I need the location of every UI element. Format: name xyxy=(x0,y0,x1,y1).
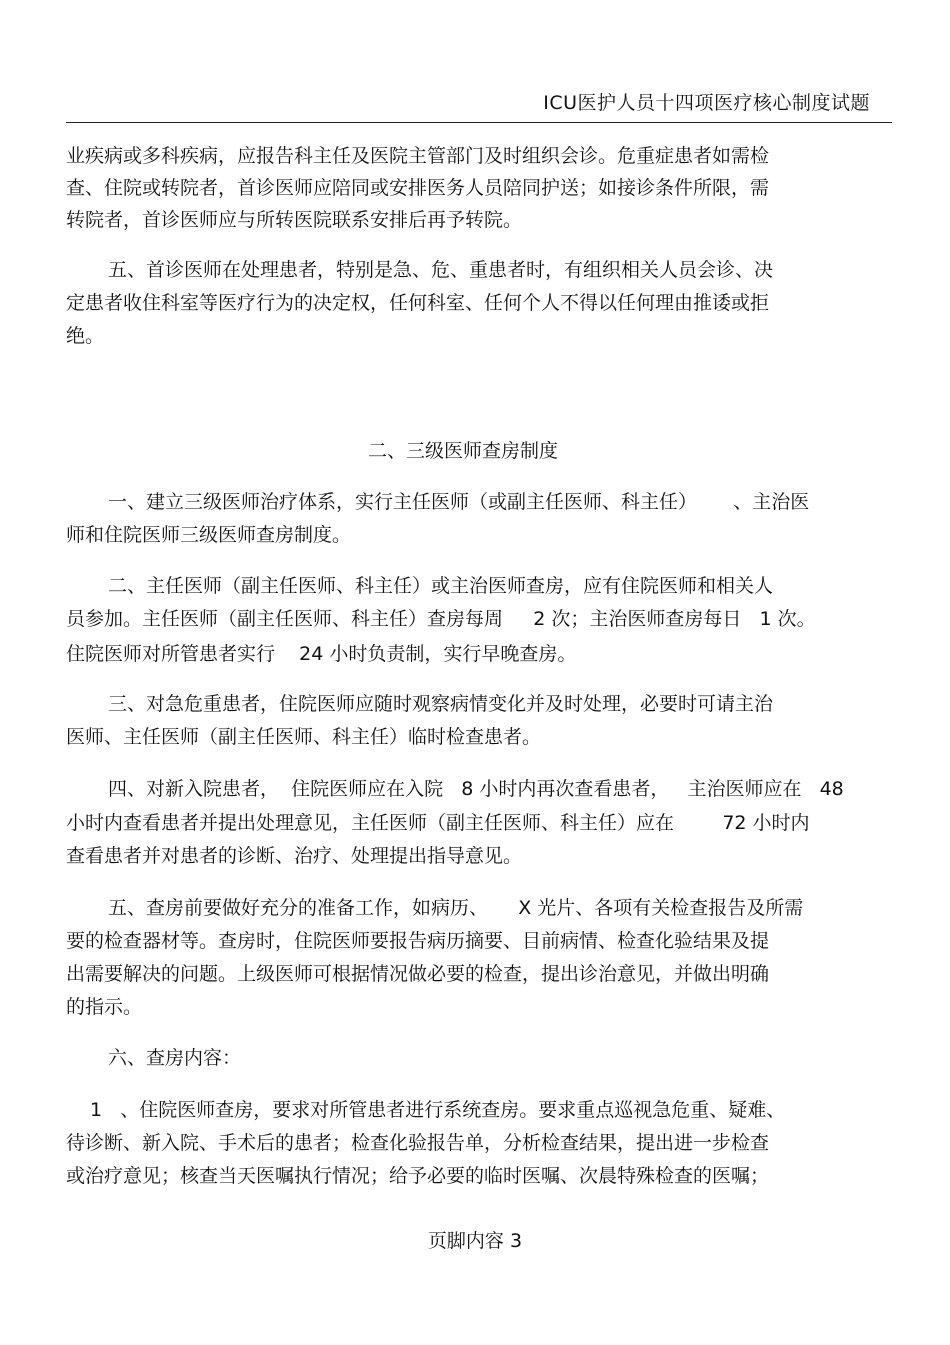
body-line: 三、对急危重患者，住院医师应随时观察病情变化并及时处理，必要时可请主治 xyxy=(108,693,774,715)
body-line: 六、查房内容： xyxy=(108,1047,242,1069)
body-line: 查、住院或转院者，首诊医师应陪同或安排医务人员陪同护送；如接诊条件所限，需 xyxy=(66,177,770,199)
body-line: 五、查房前要做好充分的准备工作，如病历、 X 光片、各项有关检查报告及所需 xyxy=(108,897,804,919)
body-line: 员参加。主任医师（副主任医师、科主任）查房每周 2 次；主治医师查房每日 1 次。 xyxy=(66,608,816,630)
body-line: 住院医师对所管患者实行 24 小时负责制，实行早晚查房。 xyxy=(66,643,577,665)
section-title: 二、三级医师查房制度 xyxy=(368,440,559,462)
body-line: 医师、主任医师（副主任医师、科主任）临时检查患者。 xyxy=(66,726,542,748)
body-line: 绝。 xyxy=(66,325,105,347)
body-line: 小时内查看患者并提出处理意见，主任医师（副主任医师、科主任）应在 72 小时内 xyxy=(66,812,810,834)
body-line: 业疾病或多科疾病，应报告科主任及医院主管部门及时组织会诊。危重症患者如需检 xyxy=(66,145,770,167)
body-line: 1 、住院医师查房，要求对所管患者进行系统查房。要求重点巡视急危重、疑难、 xyxy=(90,1099,786,1121)
body-line: 一、建立三级医师治疗体系，实行主任医师（或副主任医师、科主任） 、主治医 xyxy=(108,491,810,513)
body-line: 的指示。 xyxy=(66,996,143,1018)
body-line: 待诊断、新入院、手术后的患者；检查化验报告单，分析检查结果，提出进一步检查 xyxy=(66,1132,770,1154)
body-line: 转院者，首诊医师应与所转医院联系安排后再予转院。 xyxy=(66,209,523,231)
body-line: 要的检查器材等。查房时，住院医师要报告病历摘要、目前病情、检查化验结果及提 xyxy=(66,930,770,952)
body-line: 定患者收住科室等医疗行为的决定权，任何科室、任何个人不得以任何理由推诿或拒 xyxy=(66,292,770,314)
body-line: 或治疗意见；核查当天医嘱执行情况；给予必要的临时医嘱、次晨特殊检查的医嘱； xyxy=(66,1165,770,1187)
page-footer: 页脚内容 3 xyxy=(427,1230,523,1252)
page-header xyxy=(66,86,892,123)
body-line: 出需要解决的问题。上级医师可根据情况做必要的检查，提出诊治意见，并做出明确 xyxy=(66,963,770,985)
body-line: 二、主任医师（副主任医师、科主任）或主治医师查房，应有住院医师和相关人 xyxy=(108,575,774,597)
header-title: ICU医护人员十四项医疗核心制度试题 xyxy=(543,92,870,114)
body-line: 师和住院医师三级医师查房制度。 xyxy=(66,524,352,546)
body-line: 查看患者并对患者的诊断、治疗、处理提出指导意见。 xyxy=(66,845,523,867)
body-line: 五、首诊医师在处理患者，特别是急、危、重患者时，有组织相关人员会诊、决 xyxy=(108,259,774,281)
body-line: 四、对新入院患者， 住院医师应在入院 8 小时内再次查看患者， 主治医师应在 48 xyxy=(108,778,844,800)
